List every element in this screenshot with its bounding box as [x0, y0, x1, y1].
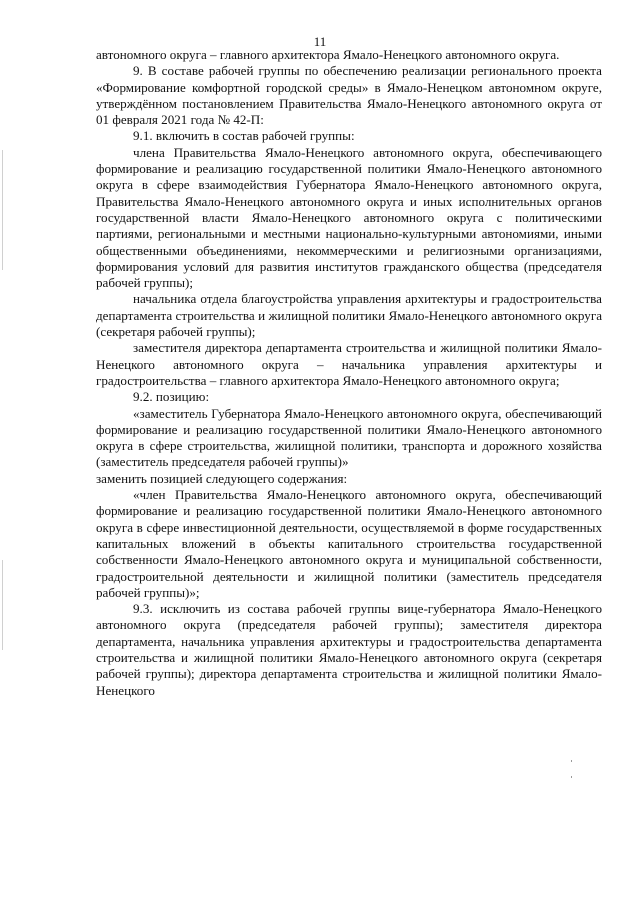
- paragraph: 9.3. исключить из состава рабочей группы вице-губернатора Ямало-Ненецкого автономного округа (председателя рабочей группы); заместителя директора департамента, начальника управления архитектуры и градостроительства департамента строительства и жилищной политики Ямало-Ненецкого автономного округа (секретаря рабочей группы); директора департамента строительства и жилищной политики Ямало-Ненецкого: [96, 601, 602, 698]
- scan-speck: [571, 776, 572, 778]
- paragraph: заменить позицией следующего содержания:: [96, 470, 348, 486]
- paragraph: «член Правительства Ямало-Ненецкого автономного округа, обеспечивающий формирование и реализацию государственной политики Ямало-Ненецкого автономного округа в сфере инвестиционной деятельности, осуществляемой в форме государственных капитальных вложений в объекты капитального строительства государственной собственности Ямало-Ненецкого автономного округа и муниципальной собственности, градостроительной деятельности и жилищной политики (заместитель председателя рабочей группы)»;: [96, 487, 602, 600]
- paragraph: автономного округа – главного архитектора Ямало-Ненецкого автономного округа.: [96, 47, 560, 62]
- paragraph: 9.2. позицию:: [133, 389, 210, 405]
- page-number: 11: [313, 34, 327, 49]
- paragraph: 9. В составе рабочей группы по обеспечению реализации регионального проекта «Формирование комфортной городской среды» в Ямало-Ненецком автономном округе, утверждённом постановлением Правительства Ямало-Ненецкого автономного округа от 01 февраля 2021 года № 42-П:: [96, 63, 602, 128]
- document-body: [96, 47, 602, 699]
- scan-edge-mark: [2, 560, 3, 650]
- paragraph: заместителя директора департамента строительства и жилищной политики Ямало-Ненецкого автономного округа – начальника управления архитектуры и градостроительства – главного архитектора Ямало-Ненецкого автономного округа;: [96, 340, 602, 388]
- paragraph: 9.1. включить в состав рабочей группы:: [133, 128, 355, 144]
- paragraph: «заместитель Губернатора Ямало-Ненецкого автономного округа, обеспечивающий формирование и реализацию государственной политики Ямало-Ненецкого автономного округа в сфере строительства, жилищной политики, транспорта и дорожного хозяйства (заместитель председателя рабочей группы)»: [96, 405, 602, 470]
- paragraph: начальника отдела благоустройства управления архитектуры и градостроительства департамента строительства и жилищной политики Ямало-Ненецкого автономного округа (секретаря рабочей группы);: [96, 291, 602, 340]
- scan-speck: [571, 760, 572, 762]
- scan-edge-mark: [2, 150, 3, 270]
- paragraph: члена Правительства Ямало-Ненецкого автономного округа, обеспечивающего формирование и реализацию государственной политики Ямало-Ненецкого автономного округа в сфере взаимодействия Губернатора Ямало-Ненецкого автономного округа, Правительства Ямало-Ненецкого автономного округа и иных исполнительных органов государственной власти Ямало-Ненецкого автономного округа с политическими партиями, региональными и местными национально-культурными автономиями, иными общественными объединениями, некоммерческими и религиозными организациями, формирования условий для развития институтов гражданского общества (председателя рабочей группы);: [96, 144, 602, 291]
